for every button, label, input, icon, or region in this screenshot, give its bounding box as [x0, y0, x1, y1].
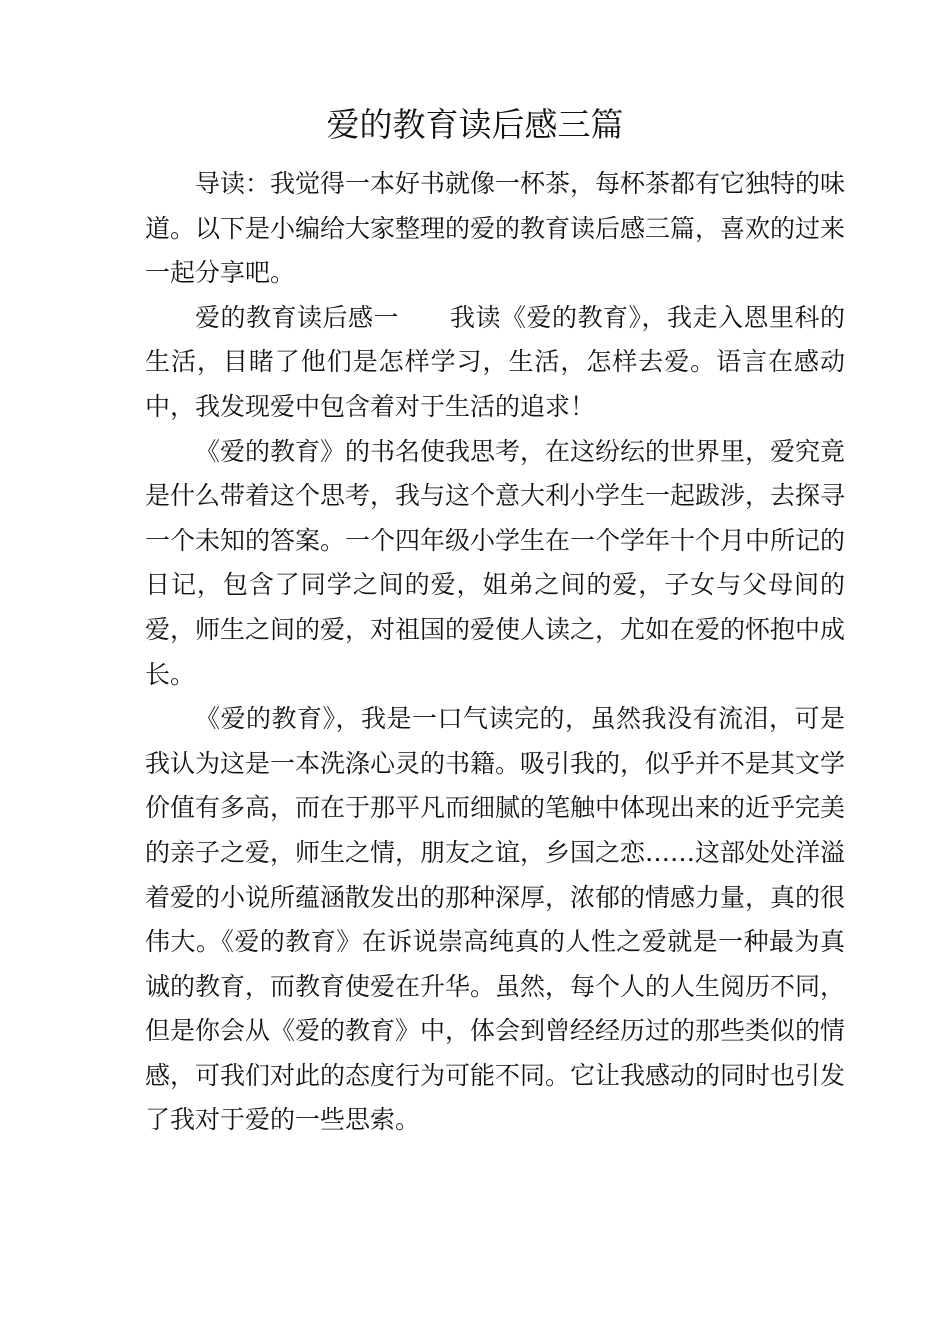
paragraph-intro: 导读：我觉得一本好书就像一杯茶，每杯茶都有它独特的味道。以下是小编给大家整理的爱的教育读后感三篇，喜欢的过来一起分享吧。 [145, 169, 846, 288]
paragraph-book-title-thoughts: 《爱的教育》的书名使我思考，在这纷纭的世界里，爱究竟是什么带着这个思考，我与这个意大利小学生一起跋涉，去探寻一个未知的答案。一个四年级小学生在一个学年十个月中所记的日记，包含了同学之间的爱，姐弟之间的爱，子女与父母间的爱，师生之间的爱，对祖国的爱使人读之，尤如在爱的怀抱中成长。 [145, 436, 846, 689]
document-title: 爱的教育读后感三篇 [326, 105, 624, 144]
document-body [145, 162, 845, 1143]
paragraph-review-one: 爱的教育读后感一 我读《爱的教育》，我走入恩里科的生活，目睹了他们是怎样学习，生活，怎样去爱。语言在感动中，我发现爱中包含着对于生活的追求！ [145, 302, 845, 421]
paragraph-reading-impression: 《爱的教育》，我是一口气读完的，虽然我没有流泪，可是我认为这是一本洗涤心灵的书籍。吸引我的，似乎并不是其文学价值有多高，而在于那平凡而细腻的笔触中体现出来的近乎完美的亲子之爱，师生之情，朋友之谊，乡国之恋……这部处处洋溢着爱的小说所蕴涵散发出的那种深厚，浓郁的情感力量，真的很伟大。《爱的教育》在诉说崇高纯真的人性之爱就是一种最为真诚的教育，而教育使爱在升华。虽然，每个人的人生阅历不同，但是你会从《爱的教育》中，体会到曾经经历过的那些类似的情感，可我们对此的态度行为可能不同。它让我感动的同时也引发了我对于爱的一些思索。 [145, 704, 846, 1135]
